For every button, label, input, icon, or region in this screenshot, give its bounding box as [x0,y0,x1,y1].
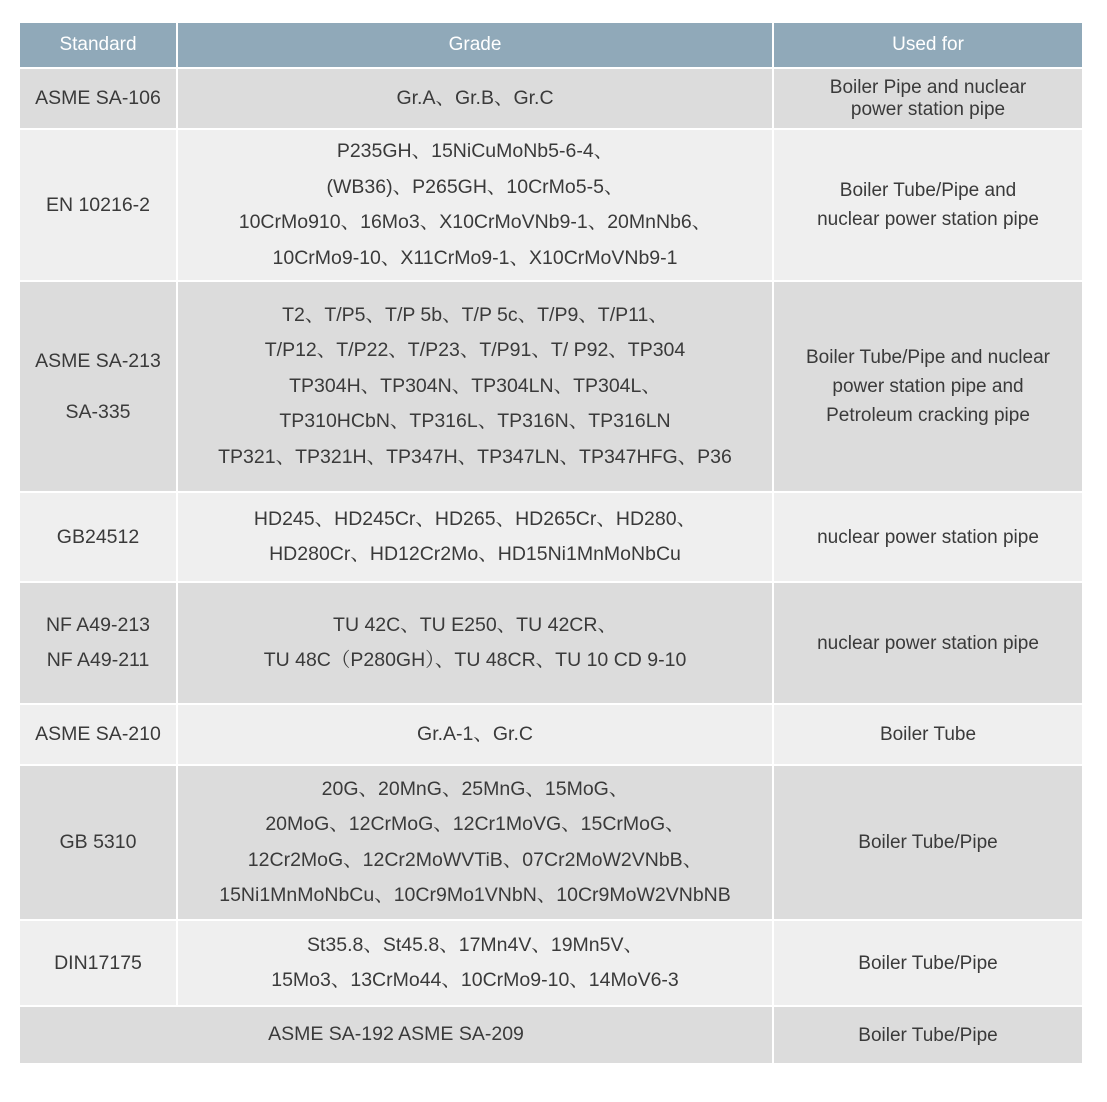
used-for-text: nuclear power station pipe [817,526,1039,548]
standard-cell [19,704,177,765]
table-row [19,68,1083,129]
used-for-cell [773,765,1083,920]
grade-text: (WB36)、P265GH、10CrMo5-5、 [326,175,624,198]
grade-text: P235GH、15NiCuMoNb5-6-4、 [336,140,614,162]
grade-text: 20G、20MnG、25MnG、15MoG、 [321,777,629,800]
standard-text: SA-335 [65,400,131,423]
grade-text: HD245、HD245Cr、HD265、HD265Cr、HD280、 [253,507,697,530]
standard-cell [19,920,177,1006]
grade-text: TP310HCbN、TP316L、TP316N、TP316LN [279,410,671,433]
table-row [19,129,1083,281]
standard-text: EN 10216-2 [45,193,151,216]
header-standard: Standard [19,22,177,68]
used-for-text: Boiler Tube/Pipe and [839,180,1017,201]
table-row [19,281,1083,492]
grade-text: T/P12、T/P22、T/P23、T/P91、T/ P92、TP304 [264,339,686,362]
used-for-text: power station pipe [850,98,1006,120]
used-for-text: power station pipe and [832,376,1024,397]
standard-cell [19,129,177,281]
standard-text: ASME SA-192 ASME SA-209 [268,1023,524,1046]
grade-cell [177,281,773,492]
grade-cell [177,920,773,1006]
grade-text: HD280Cr、HD12Cr2Mo、HD15Ni1MnMoNbCu [269,543,681,565]
used-for-text: nuclear power station pipe [817,632,1039,654]
header-used-for: Used for [773,22,1083,68]
grade-text: 12Cr2MoG、12Cr2MoWVTiB、07Cr2MoW2VNbB、 [247,848,703,871]
grade-cell [177,704,773,765]
table-row [19,492,1083,582]
grade-text: TU 42C、TU E250、TU 42CR、 [333,613,617,636]
used-for-text: Boiler Tube [879,724,977,745]
grade-cell [177,68,773,129]
grade-text: TU 48C（P280GH）、TU 48CR、TU 10 CD 9-10 [263,649,687,671]
standard-text: ASME SA-106 [35,87,161,109]
used-for-text: Boiler Tube/Pipe [858,832,998,853]
used-for-cell [773,704,1083,765]
grade-text: 15Ni1MnMoNbCu、10Cr9Mo1VNbN、10Cr9MoW2VNbNB [219,884,731,906]
table-row [19,1006,1083,1064]
standard-text: ASME SA-213 [35,349,161,372]
used-for-text: nuclear power station pipe [817,209,1039,230]
grade-text: 20MoG、12CrMoG、12Cr1MoVG、15CrMoG、 [265,813,685,835]
standard-text: GB 5310 [59,831,137,853]
table-row [19,765,1083,920]
standard-cell [19,765,177,920]
used-for-text: Boiler Tube/Pipe [858,952,998,974]
standard-cell [19,68,177,129]
grade-text: TP304H、TP304N、TP304LN、TP304L、 [289,374,661,397]
used-for-text: Boiler Pipe and nuclear [829,76,1027,98]
standard-text: NF A49-213 [45,614,151,636]
standards-table [18,21,1084,1065]
grade-cell [177,582,773,704]
grade-cell [177,129,773,281]
used-for-cell [773,920,1083,1006]
used-for-text: Boiler Tube/Pipe [858,1024,998,1046]
used-for-cell [773,68,1083,129]
standard-cell [19,281,177,492]
table-row [19,704,1083,765]
used-for-cell [773,582,1083,704]
standard-cell [19,492,177,582]
used-for-text: Boiler Tube/Pipe and nuclear [806,347,1050,368]
grade-text: Gr.A、Gr.B、Gr.C [396,86,554,109]
standard-grade-cell [19,1006,773,1064]
standard-text: DIN17175 [54,951,142,974]
grade-text: Gr.A-1、Gr.C [417,722,533,745]
standard-cell [19,582,177,704]
header-grade: Grade [177,22,773,68]
grade-cell [177,765,773,920]
grade-text: 10CrMo9-10、X11CrMo9-1、X10CrMoVNb9-1 [272,246,678,269]
used-for-cell [773,281,1083,492]
standard-text: ASME SA-210 [35,723,161,745]
used-for-cell [773,1006,1083,1064]
used-for-cell [773,129,1083,281]
grade-text: St35.8、St45.8、17Mn4V、19Mn5V、 [306,933,643,956]
grade-text: 10CrMo910、16Mo3、X10CrMoVNb9-1、20MnNb6、 [238,211,712,233]
table-header-row [19,22,1083,68]
used-for-text: Petroleum cracking pipe [826,405,1030,426]
table-row [19,582,1083,704]
grade-text: 15Mo3、13CrMo44、10CrMo9-10、14MoV6-3 [271,969,679,991]
grade-text: TP321、TP321H、TP347H、TP347LN、TP347HFG、P36 [218,445,732,468]
used-for-cell [773,492,1083,582]
table-row [19,920,1083,1006]
standard-text: GB24512 [56,525,140,548]
grade-text: T2、T/P5、T/P 5b、T/P 5c、T/P9、T/P11、 [282,303,668,326]
standard-text: NF A49-211 [46,649,150,671]
grade-cell [177,492,773,582]
